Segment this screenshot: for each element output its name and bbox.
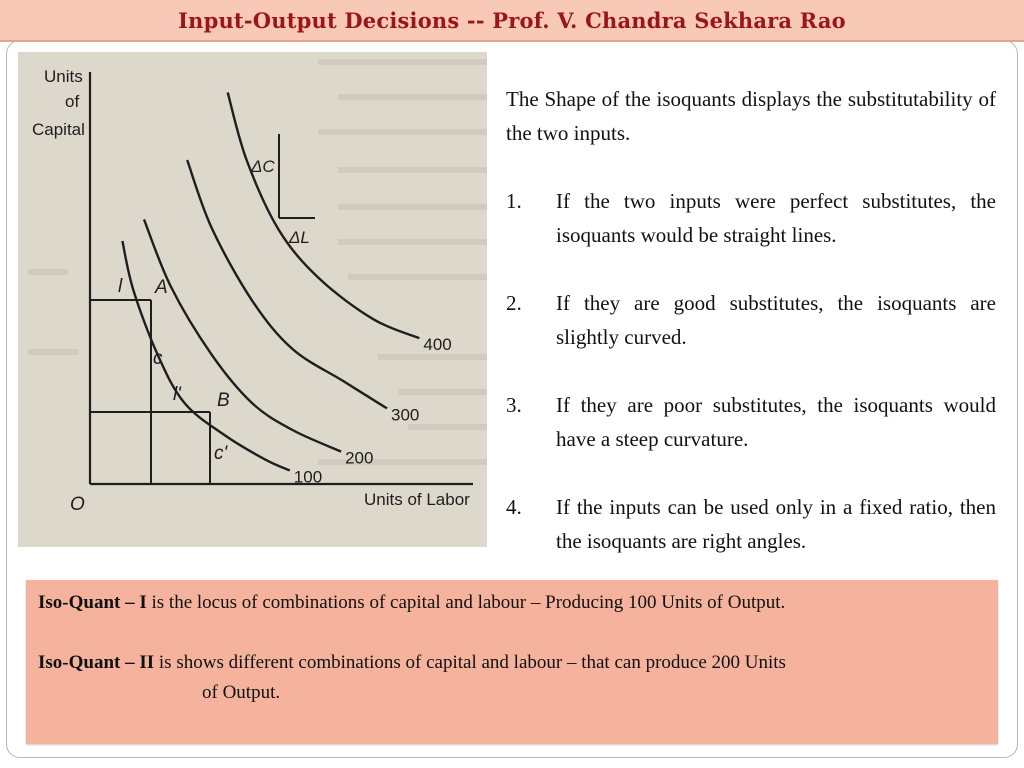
seg-c-prime-label: c'	[214, 443, 228, 464]
isoquant-2-definition	[38, 648, 986, 678]
slide-title: Input-Output Decisions -- Prof. V. Chandra Sekhara Rao	[178, 7, 846, 33]
isoquant-2-continuation: of Output.	[202, 682, 281, 703]
isoquant-1-definition	[38, 588, 986, 618]
spacer	[38, 618, 986, 648]
list-number: 1.	[506, 189, 522, 213]
isoquant-label-100: 100	[293, 467, 323, 487]
point-a-label: A	[155, 277, 168, 298]
ylabel-line2: of	[65, 92, 80, 111]
ylabel-line3: Capital	[32, 120, 85, 139]
isoquant-chart	[18, 52, 487, 547]
isoquant-label-300: 300	[391, 405, 420, 425]
origin-label: O	[70, 494, 85, 515]
list-text: If they are good substitutes, the isoquants are slightly curved.	[556, 291, 996, 349]
isoquant-figure	[18, 52, 487, 547]
isoquant-2-text: is shows different combinations of capital and labour – that can produce 200 Units	[154, 652, 786, 673]
list-text: If the inputs can be used only in a fixed ratio, then the isoquants are right angles.	[556, 495, 996, 553]
seg-l-label: l	[118, 276, 123, 297]
list-text: If the two inputs were perfect substitutes, the isoquants would be straight lines.	[556, 189, 996, 247]
list-item	[506, 184, 996, 252]
list-item	[506, 388, 996, 456]
delta-l-label: ΔL	[289, 228, 310, 247]
intro-paragraph: The Shape of the isoquants displays the substitutability of the two inputs.	[506, 87, 996, 145]
seg-l-prime-label: l'	[173, 384, 181, 405]
isoquant-label-200: 200	[345, 448, 374, 468]
ylabel-line1: Units	[44, 67, 83, 86]
list-text: If they are poor substitutes, the isoquants would have a steep curvature.	[556, 393, 996, 451]
explanation-text	[506, 82, 996, 592]
list-number: 2.	[506, 291, 522, 315]
isoquant-2-term: Iso-Quant – II	[38, 652, 155, 673]
isoquant-1-text: is the locus of combinations of capital and labour – Producing 100 Units of Output.	[146, 592, 786, 613]
list-item	[506, 286, 996, 354]
xlabel: Units of Labor	[364, 490, 470, 509]
list-number: 4.	[506, 495, 522, 519]
definitions-callout	[26, 580, 998, 744]
title-bar	[0, 0, 1024, 42]
delta-c-label: ΔC	[251, 157, 275, 176]
seg-c-label: c	[153, 348, 163, 369]
isoquant-label-400: 400	[423, 335, 452, 355]
list-item	[506, 490, 996, 558]
point-b-label: B	[217, 390, 230, 411]
list-number: 3.	[506, 393, 522, 417]
isoquant-1-term: Iso-Quant – I	[38, 592, 147, 613]
